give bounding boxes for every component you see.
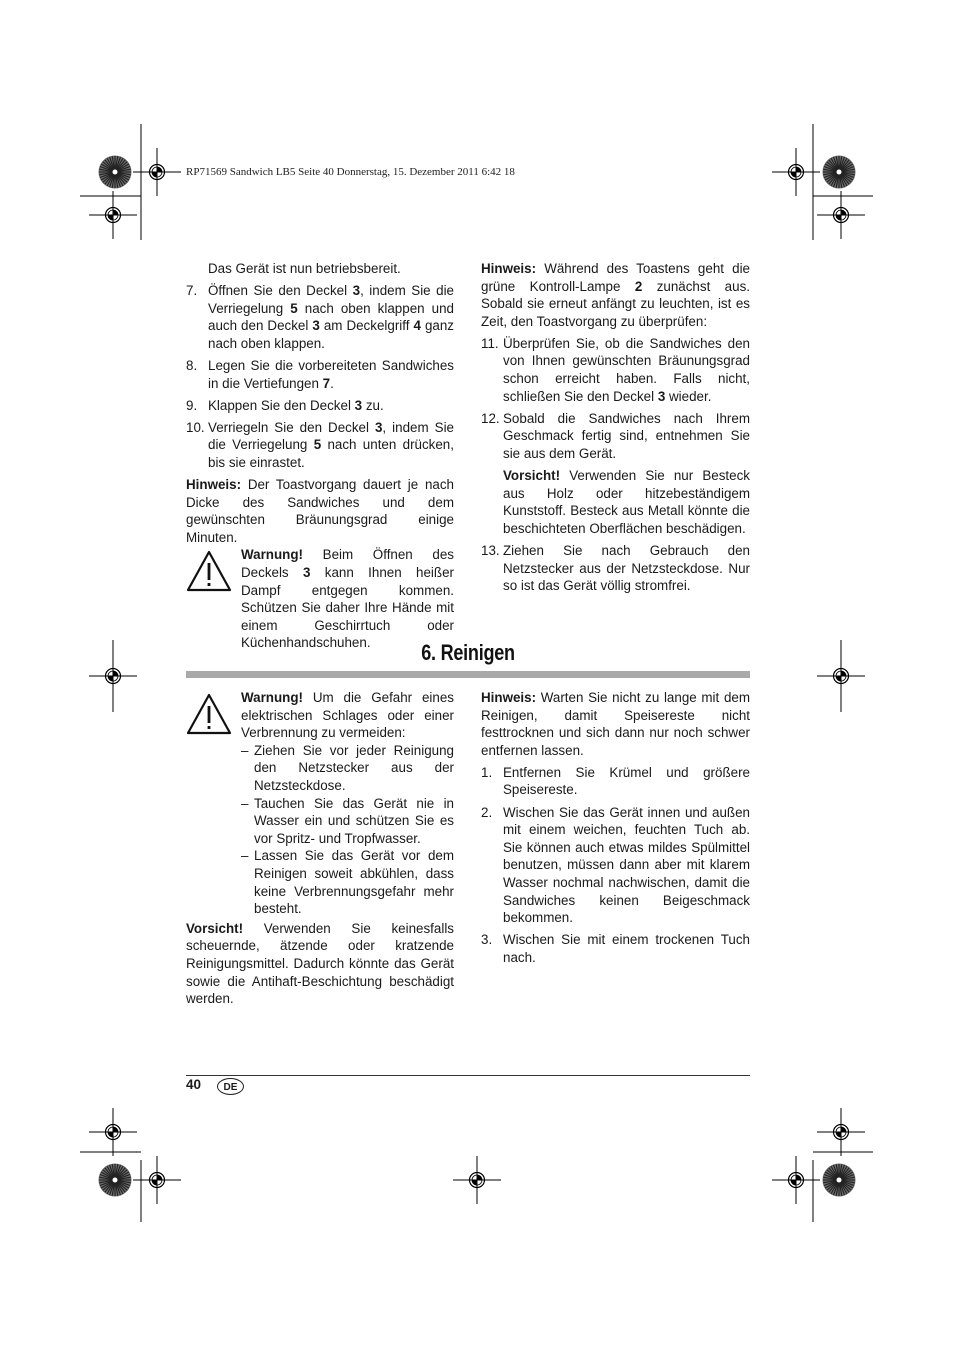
list-item-number: 11. bbox=[481, 335, 499, 351]
bullet-text: Tauchen Sie das Gerät nie in Wasser ein und schützen Sie es vor Spritz- und Tropfwasser. bbox=[254, 795, 454, 846]
list-item-text: Ziehen Sie nach Gebrauch den Netzstecker aus der Netzsteckdose. Nur so ist das Gerät völlig stromfrei. bbox=[503, 542, 750, 594]
list-item-text: Entfernen Sie Krümel und größere Speisereste. bbox=[503, 764, 750, 798]
left-column-bottom bbox=[186, 689, 454, 1008]
note-lamp-text: Während des Toastens geht die grüne Kontroll-Lampe 2 zunächst aus. Sobald sie erneut anfängt zu leuchten, ist es Zeit, den Toastvorgang zu überprüfen: bbox=[481, 261, 750, 329]
list-item-number: 12. bbox=[481, 410, 500, 426]
list-item bbox=[186, 397, 454, 415]
list-item bbox=[186, 419, 454, 472]
warning-bullet-list bbox=[241, 742, 454, 918]
footer-rule bbox=[186, 1075, 750, 1076]
right-column-top bbox=[481, 260, 750, 599]
list-item bbox=[481, 542, 750, 595]
section-title bbox=[186, 640, 750, 666]
starburst-color-target-icon bbox=[99, 156, 132, 189]
list-item-number: 9. bbox=[186, 397, 198, 413]
list-item bbox=[186, 282, 454, 352]
bullet-item bbox=[241, 795, 454, 848]
note-text: Der Toastvorgang dauert je nach Dicke des Sandwiches und dem gewünschten Bräunungsgrad einige Minuten. bbox=[186, 477, 454, 545]
list-item bbox=[481, 335, 750, 405]
crosshair-registration-icon bbox=[89, 191, 137, 239]
list-item-number: 10. bbox=[186, 419, 205, 435]
list-item-text: Sobald die Sandwiches nach Ihrem Geschmack fertig sind, entnehmen Sie sie aus dem Gerät. bbox=[503, 410, 750, 461]
warning-steam-text bbox=[241, 546, 454, 652]
warning-triangle-icon bbox=[186, 546, 241, 652]
list-item-text: Klappen Sie den Deckel 3 zu. bbox=[208, 397, 384, 413]
caution-label: Vorsicht! bbox=[503, 468, 561, 484]
bullet-item bbox=[241, 847, 454, 917]
warning-label: Warnung! bbox=[241, 690, 303, 705]
list-item-number: 3. bbox=[481, 932, 493, 948]
bullet-text: Lassen Sie das Gerät vor dem Reinigen soweit abkühlen, dass keine Verbrennungsgefahr mehr besteht. bbox=[254, 848, 454, 917]
crosshair-registration-icon bbox=[89, 1108, 137, 1156]
list-item bbox=[481, 410, 750, 463]
list-item-number: 2. bbox=[481, 804, 493, 820]
list-item bbox=[481, 804, 750, 927]
list-item-number: 13. bbox=[481, 542, 500, 558]
warning-triangle-icon bbox=[186, 689, 241, 918]
starburst-color-target-icon bbox=[823, 1164, 856, 1197]
bullet-dash: – bbox=[241, 848, 249, 864]
crosshair-registration-icon bbox=[817, 191, 865, 239]
section-title-bar bbox=[186, 671, 750, 678]
starburst-color-target-icon bbox=[99, 1164, 132, 1197]
list-item-text: Überprüfen Sie, ob die Sandwiches den von Ihnen gewünschten Bräunungsgrad schon erreicht haben. Falls nicht, schließen Sie den Deckel 3 wieder. bbox=[503, 335, 750, 404]
language-badge: DE bbox=[217, 1078, 244, 1095]
list-item-text: Wischen Sie mit einem trockenen Tuch nach. bbox=[503, 932, 750, 965]
list-item-text: Öffnen Sie den Deckel 3, indem Sie die Verriegelung 5 nach oben klappen und auch den Deckel 3 am Deckelgriff 4 ganz nach oben klappen. bbox=[208, 283, 454, 351]
note-label: Hinweis: bbox=[481, 690, 537, 705]
caution-cleaner-paragraph bbox=[186, 920, 454, 1008]
warning-steam-block bbox=[186, 546, 454, 652]
bullet-text: Ziehen Sie vor jeder Reinigung den Netzstecker aus der Netzsteckdose. bbox=[254, 742, 454, 793]
note-cleaning-paragraph bbox=[481, 689, 750, 759]
starburst-color-target-icon bbox=[823, 156, 856, 189]
list-item bbox=[481, 931, 750, 966]
list-item-text: Wischen Sie das Gerät innen und außen mit einem weichen, feuchten Tuch ab. Sie können auch etwas mildes Spülmittel benutzen, müssen dann aber mit klarem Wasser nochmal nachwischen, damit die Sandwiches keinen Beigeschmack bekommen. bbox=[503, 804, 750, 926]
note-paragraph bbox=[186, 476, 454, 546]
crosshair-registration-icon bbox=[817, 1108, 865, 1156]
steps-list-7-10 bbox=[186, 282, 454, 471]
warning-electric-text bbox=[241, 689, 454, 918]
crosshair-registration-icon bbox=[133, 1156, 181, 1204]
steps-list-11-12 bbox=[481, 335, 750, 463]
warning-label: Warnung! bbox=[241, 547, 303, 563]
caution-cutlery-paragraph bbox=[481, 467, 750, 537]
step-13 bbox=[481, 542, 750, 595]
list-item bbox=[186, 357, 454, 392]
ready-text: Das Gerät ist nun betriebsbereit. bbox=[208, 261, 401, 276]
bullet-dash: – bbox=[241, 795, 249, 811]
page-number: 40 bbox=[186, 1077, 202, 1092]
right-column-bottom bbox=[481, 689, 750, 971]
list-item-number: 8. bbox=[186, 357, 198, 373]
bullet-item bbox=[241, 742, 454, 795]
list-item-text: Verriegeln Sie den Deckel 3, indem Sie die Verriegelung 5 nach unten drücken, bis sie einrastet. bbox=[208, 419, 454, 470]
note-label: Hinweis: bbox=[481, 261, 537, 276]
list-item bbox=[481, 764, 750, 799]
caution-text: Verwenden Sie keinesfalls scheuernde, ätzende oder kratzende Reinigungsmittel. Dadurch könnte das Gerät sowie die Antihaft-Beschichtung beschädigt werden. bbox=[186, 920, 454, 1007]
list-item-number: 7. bbox=[186, 283, 198, 299]
caution-label: Vorsicht! bbox=[186, 920, 244, 936]
warning-electric-block bbox=[186, 689, 454, 918]
section-title-text: 6. Reinigen bbox=[421, 640, 515, 665]
warning-body: Beim Öffnen des Deckels 3 kann Ihnen heißer Dampf entgegen kommen. Schützen Sie daher Ihre Hände mit einem Geschirrtuch oder Küchenhandschuhen. bbox=[241, 547, 454, 651]
note-label: Hinweis: bbox=[186, 477, 242, 493]
list-item-text: Legen Sie die vorbereiteten Sandwiches in die Vertiefungen 7. bbox=[208, 357, 454, 391]
crosshair-registration-icon bbox=[453, 1156, 501, 1204]
warning-body: Um die Gefahr eines elektrischen Schlages oder einer Verbrennung zu vermeiden: bbox=[241, 690, 454, 741]
note-lamp-paragraph bbox=[481, 260, 750, 330]
crosshair-registration-icon bbox=[133, 148, 181, 196]
left-column-top bbox=[186, 260, 454, 652]
print-header-info: RP71569 Sandwich LB5 Seite 40 Donnerstag, 15. Dezember 2011 6:42 18 bbox=[186, 166, 515, 178]
note-text: Warten Sie nicht zu lange mit dem Reinigen, damit Speisereste nicht festtrocknen und sich dann nur noch schwer entfernen lassen. bbox=[481, 690, 750, 758]
bullet-dash: – bbox=[241, 742, 249, 758]
caution-text: Verwenden Sie nur Besteck aus Holz oder hitzebeständigem Kunststoff. Besteck aus Metall könnte die beschichteten Oberflächen beschädigen. bbox=[503, 468, 750, 536]
cleaning-steps-list bbox=[481, 764, 750, 967]
list-item-number: 1. bbox=[481, 764, 493, 780]
